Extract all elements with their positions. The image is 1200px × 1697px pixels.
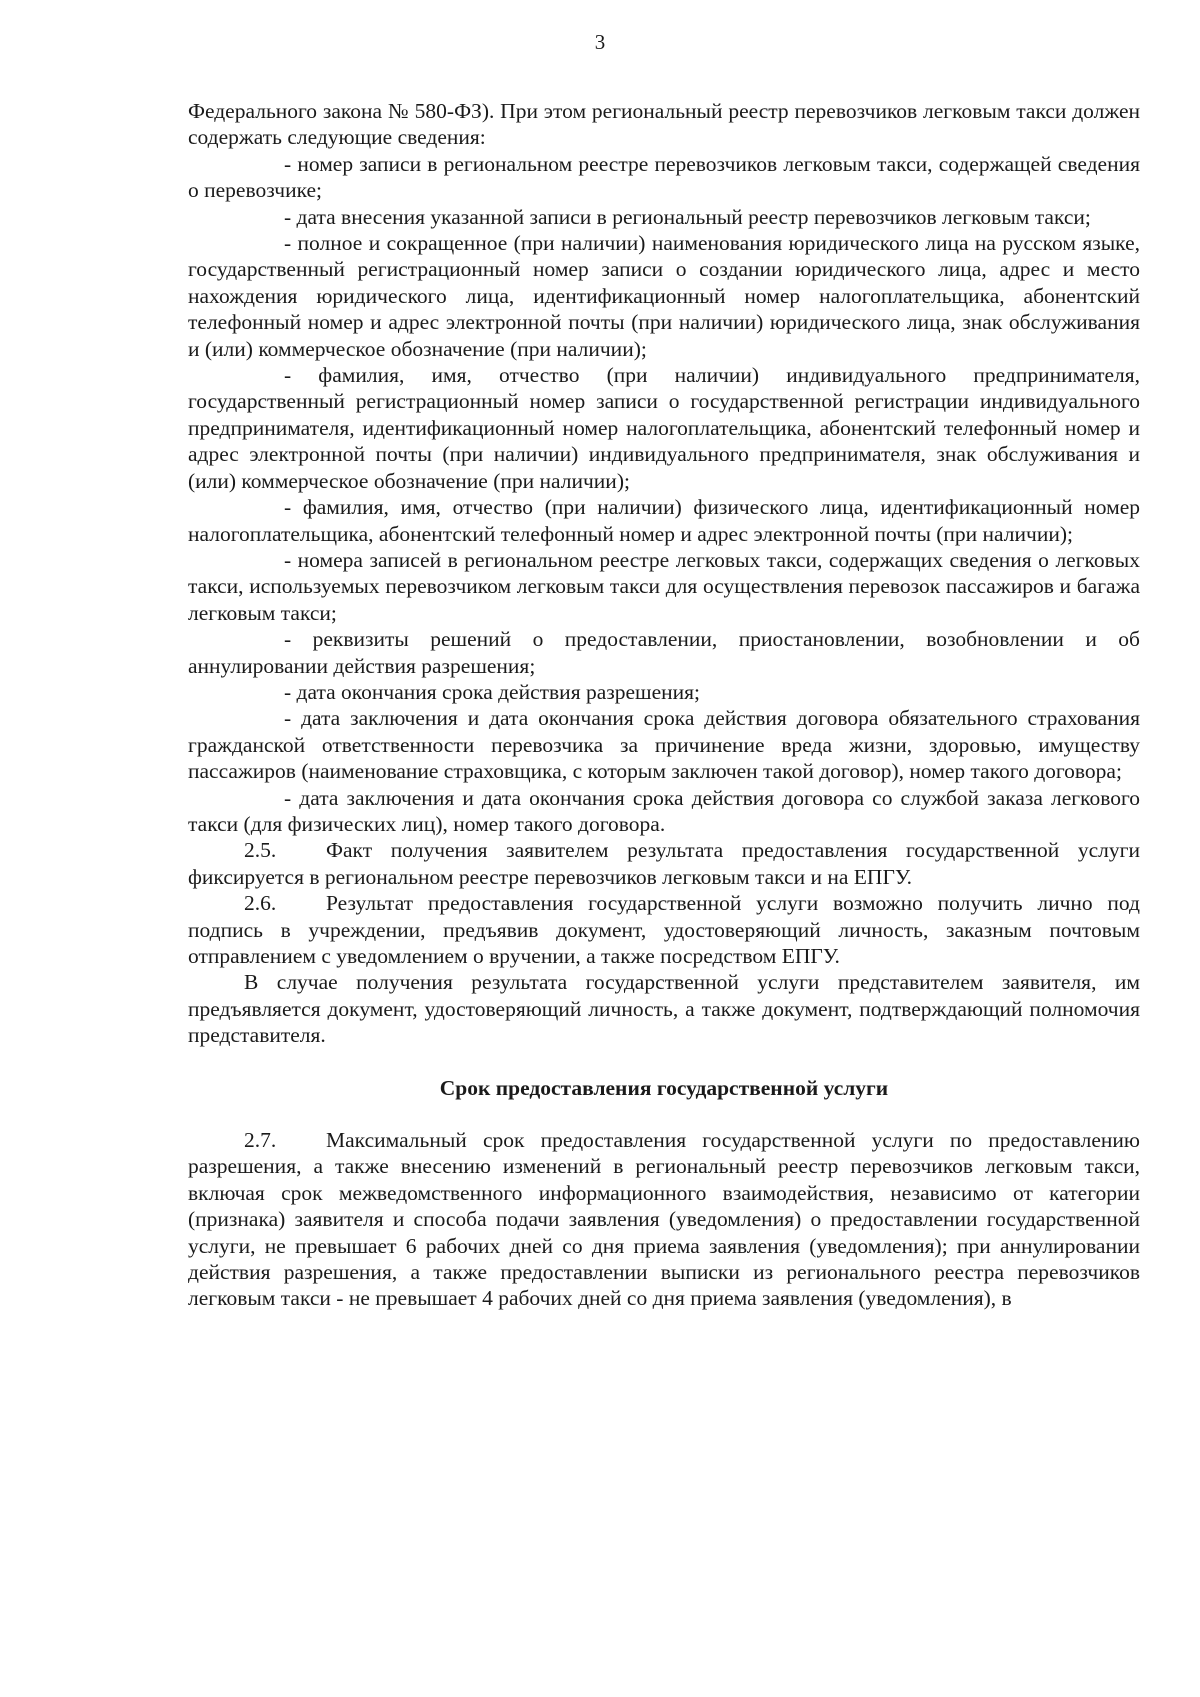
clause-number: 2.7. [244, 1128, 277, 1153]
clause-text: Максимальный срок предоставления государственной услуги по предоставлению разрешения, а также внесению изменений в региональный реестр перевозчиков легковым такси, включая срок межведомственного информационного взаимодействия, независимо от категории (признака) заявителя и способа подачи заявления (уведомления) о предоставлении государственной услуги, не превышает 6 рабочих дней со дня приема заявления (уведомления); при аннулировании действия разрешения, а также предоставлении выписки из регионального реестра перевозчиков легковым такси - не превышает 4 рабочих дней со дня приема заявления (уведомления), в [188, 1128, 1140, 1311]
section-heading: Срок предоставления государственной услуги [439, 1075, 889, 1100]
clause-text: Результат предоставления государственной услуги возможно получить лично под подпись в учреждении, предъявив документ, удостоверяющий личность, заказным почтовым отправлением с уведомлением о вручении, а также посредством ЕПГУ. [188, 891, 1140, 968]
clause-2-5 [188, 837, 1140, 890]
list-item: - реквизиты решений о предоставлении, приостановлении, возобновлении и об аннулировании действия разрешения; [188, 627, 1140, 678]
list-item: - номера записей в региональном реестре легковых такси, содержащих сведения о легковых такси, используемых перевозчиком легковым такси для осуществления перевозок пассажиров и багажа легковым такси; [188, 547, 1140, 625]
paragraph-representative: В случае получения результата государственной услуги представителем заявителя, им предъявляется документ, удостоверяющий личность, а также документ, подтверждающий полномочия представителя. [188, 970, 1140, 1048]
list-item: - фамилия, имя, отчество (при наличии) индивидуального предпринимателя, государственный регистрационный номер записи о государственной регистрации индивидуального предпринимателя, идентификационный номер налогоплательщика, абонентский телефонный номер и адрес электронной почты (при наличии) индивидуального предпринимателя, знак обслуживания и (или) коммерческое обозначение (при наличии); [188, 363, 1140, 493]
clause-text: Факт получения заявителем результата предоставления государственной услуги фиксируется в региональном реестре перевозчиков легковым такси и на ЕПГУ. [188, 838, 1140, 889]
list-item: - полное и сокращенное (при наличии) наименования юридического лица на русском языке, государственный регистрационный номер записи о создании юридического лица, адрес и место нахождения юридического лица, идентификационный номер налогоплательщика, абонентский телефонный номер и адрес электронной почты (при наличии) юридического лица, знак обслуживания и (или) коммерческое обозначение (при наличии); [188, 231, 1140, 361]
page-number: 3 [594, 30, 606, 54]
list-item: - номер записи в региональном реестре перевозчиков легковым такси, содержащей сведения о перевозчике; [188, 151, 1140, 203]
list-item: - дата окончания срока действия разрешения; [284, 679, 701, 704]
list-item: - дата заключения и дата окончания срока действия договора обязательного страхования гражданской ответственности перевозчика за причинение вреда жизни, здоровью, имуществу пассажиров (наименование страховщика, с которым заключен такой договор), номер такого договора; [188, 706, 1140, 784]
list-item: - дата внесения указанной записи в региональный реестр перевозчиков легковым такси; [284, 204, 1091, 229]
list-item: - фамилия, имя, отчество (при наличии) физического лица, идентификационный номер налогоплательщика, абонентский телефонный номер и адрес электронной почты (при наличии); [188, 495, 1140, 546]
list-item: - дата заключения и дата окончания срока действия договора со службой заказа легкового такси (для физических лиц), номер такого договора. [188, 785, 1140, 836]
paragraph-intro: Федерального закона № 580-ФЗ). При этом региональный реестр перевозчиков легковым такси должен содержать следующие сведения: [188, 99, 1140, 150]
clause-2-6 [188, 890, 1140, 969]
clause-number: 2.6. [244, 891, 277, 916]
clause-number: 2.5. [244, 838, 277, 863]
clause-2-7 [188, 1127, 1140, 1312]
document-body [188, 98, 1140, 1312]
